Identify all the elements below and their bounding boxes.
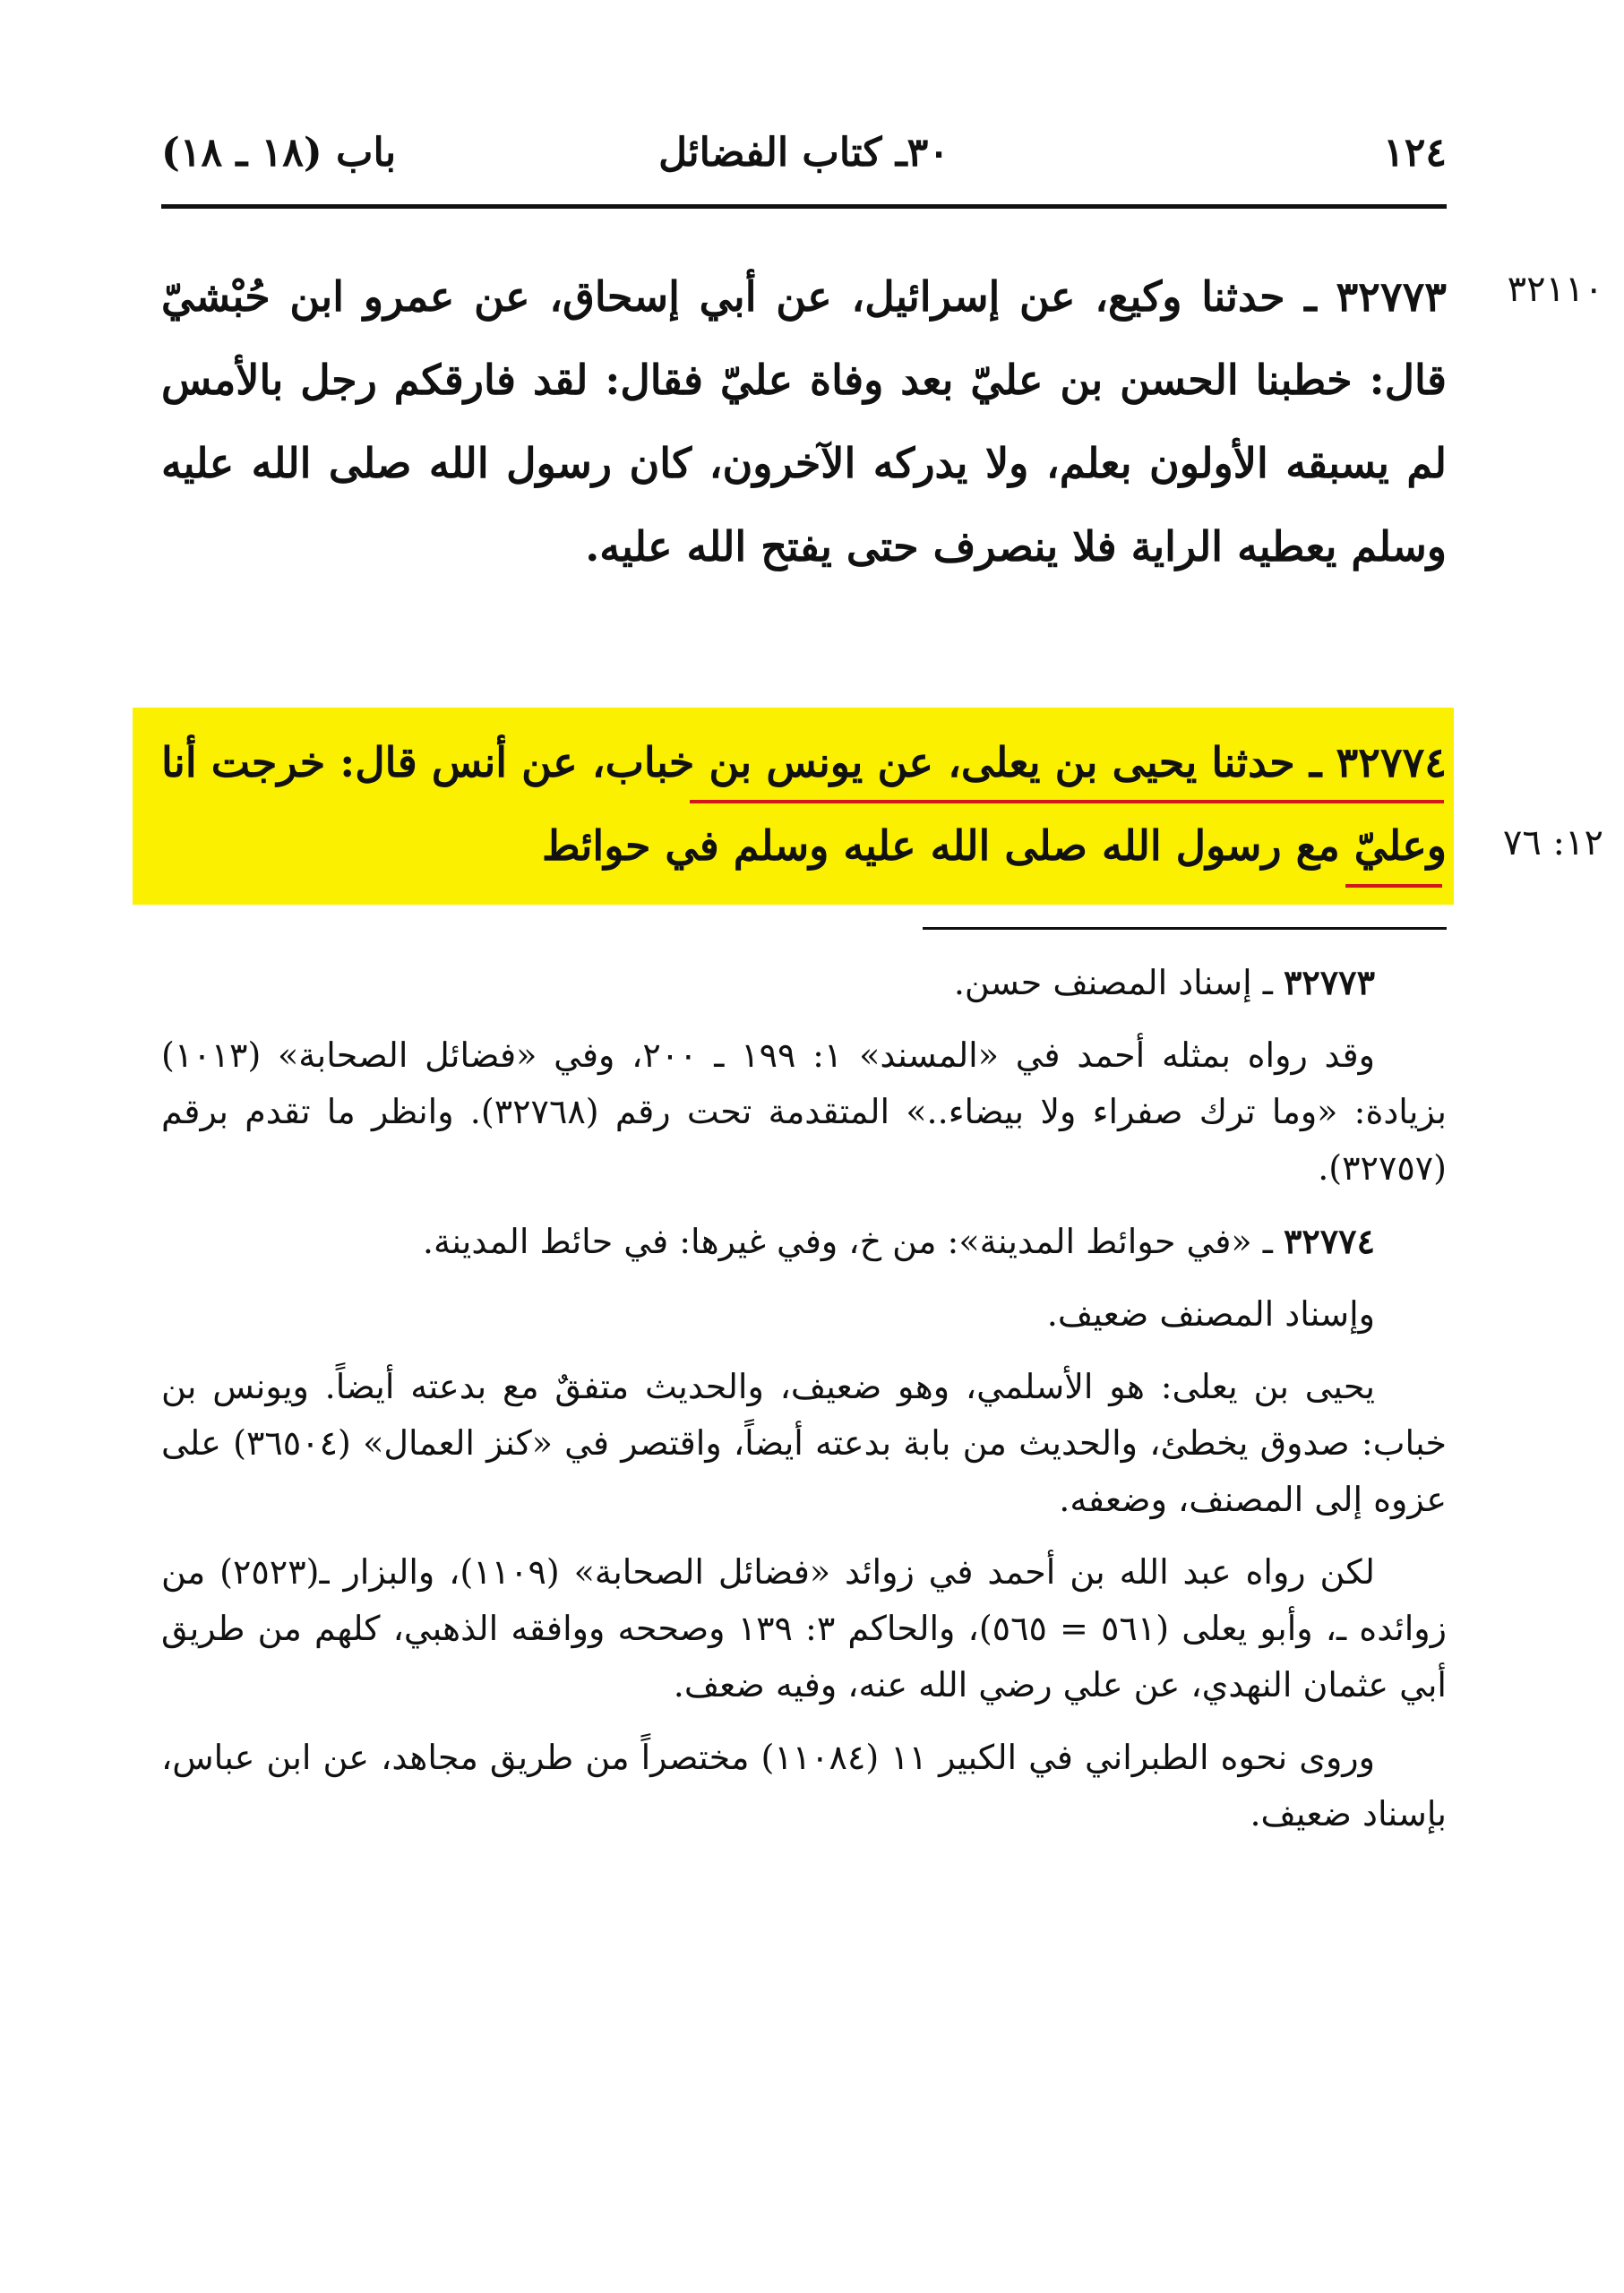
- footnotes: [161, 954, 1447, 1859]
- footnote-paragraph: ٣٢٧٧٤ ـ «في حوائط المدينة»: من خ، وفي غيرها: في حائط المدينة.: [422, 1221, 1375, 1261]
- red-underline: [690, 800, 1444, 803]
- page-header: [161, 121, 1447, 193]
- margin-reference: ٣٢١١٠: [1507, 269, 1603, 310]
- footnote-paragraph: وقد رواه بمثله أحمد في «المسند» ١: ١٩٩ ـ ٢٠٠، وفي «فضائل الصحابة» (١٠١٣) بزيادة: «وما ترك صفراء ولا بيضاء..» المتقدمة تحت رقم (٣٢٧٦٨). وانظر ما تقدم برقم (٣٢٧٥٧).: [161, 1035, 1447, 1188]
- book-title: ٣٠ـ كتاب الفضائل: [658, 130, 949, 176]
- hadith-block: [161, 255, 1447, 588]
- header-rule: [161, 204, 1447, 209]
- hadith-text: ـ حدثنا وكيع، عن إسرائيل، عن أبي إسحاق، عن عمرو ابن حُبْشيّ قال: خطبنا الحسن بن عليّ بعد وفاة عليّ فقال: لقد فارقكم رجل بالأمس لم يسبقه الأولون بعلم، ولا يدركه الآخرون، كان رسول الله صلى الله عليه وسلم يعطيه الراية فلا ينصرف حتى يفتح الله عليه.: [161, 272, 1447, 571]
- footnote-paragraph: يحيى بن يعلى: هو الأسلمي، وهو ضعيف، والحديث متفقٌ مع بدعته أيضاً. ويونس بن خباب: صدوق يخطئ، والحديث من بابة بدعته أيضاً، واقتصر في «كنز العمال» (٣٦٥٠٤) على عزوه إلى المصنف، وضعفه.: [161, 1367, 1447, 1519]
- hadith-number: ٣٢٧٧٤: [1336, 738, 1448, 786]
- footnote-paragraph: لكن رواه عبد الله بن أحمد في زوائد «فضائل الصحابة» (١١٠٩)، والبزار ـ(٢٥٢٣) من زوائده ـ، وأبو يعلى (٥٦١ = ٥٦٥)، والحاكم ٣: ١٣٩ وصححه ووافقه الذهبي، كلهم من طريق أبي عثمان النهدي، عن علي رضي الله عنه، وفيه ضعف.: [161, 1552, 1448, 1705]
- hadith-number: ٣٢٧٧٣: [1336, 272, 1448, 321]
- footnote-number: ٣٢٧٧٤: [1283, 1221, 1375, 1261]
- footnote-paragraph: وإسناد المصنف ضعيف.: [1046, 1294, 1375, 1334]
- highlighted-hadith-block: [161, 721, 1447, 888]
- footnote-paragraph: وروى نحوه الطبراني في الكبير ١١ (١١٠٨٤) مختصراً من طريق مجاهد، عن ابن عباس، بإسناد ضعيف.: [161, 1738, 1447, 1834]
- footnote-paragraph: ٣٢٧٧٣ ـ إسناد المصنف حسن.: [953, 962, 1375, 1002]
- red-underline: [1345, 884, 1442, 888]
- page-number: ١٢٤: [1383, 130, 1447, 176]
- hadith-text: ـ حدثنا يحيى بن يعلى، عن يونس بن خباب، عن أنس قال: خرجت أنا وعليّ مع رسول الله صلى الله عليه وسلم في حوائط: [161, 738, 1447, 870]
- footnote-rule: [923, 927, 1447, 930]
- margin-reference: ١٢: ٧٦: [1502, 822, 1603, 863]
- footnote-number: ٣٢٧٧٣: [1283, 962, 1375, 1002]
- chapter-label: باب (١٨ ـ ١٨): [161, 130, 397, 176]
